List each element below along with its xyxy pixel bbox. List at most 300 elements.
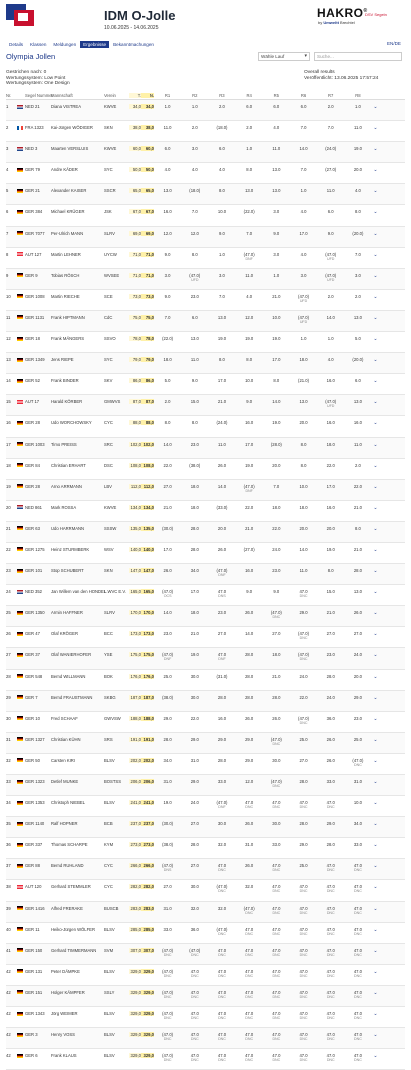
race-score-cell: 20.0: [217, 525, 227, 531]
club-cell: CdC: [104, 314, 113, 320]
rank-cell: 4: [6, 167, 9, 173]
total-points-cell: 170,0: [130, 610, 141, 616]
race-score-cell: 7.0: [191, 209, 198, 215]
race-score-cell: 30.0: [272, 757, 281, 763]
crew-name-cell: Per-Ulrich MANN: [51, 230, 84, 236]
table-row[interactable]: [6, 100, 405, 121]
table-row[interactable]: [6, 691, 405, 712]
race-score-cell: 10.0: [299, 483, 308, 489]
chevron-down-icon[interactable]: ⌄: [373, 209, 378, 216]
race-score-cell: (47.0) UFD: [325, 399, 337, 409]
rank-cell: 39: [6, 905, 11, 911]
race-score-cell: 1.0: [354, 104, 361, 109]
flag-icon: [17, 484, 25, 490]
rank-cell: 42: [6, 1032, 11, 1038]
crew-name-cell: Martin LEHNER: [51, 251, 81, 257]
table-row[interactable]: [6, 817, 405, 838]
table-row[interactable]: [6, 374, 405, 395]
chevron-down-icon[interactable]: ⌄: [373, 800, 378, 807]
race-score-cell: 47.0 DNC: [353, 1032, 362, 1042]
table-row[interactable]: [6, 880, 405, 901]
race-score-cell: 28.0: [190, 546, 199, 552]
flag-icon: [17, 906, 25, 912]
chevron-down-icon[interactable]: ⌄: [373, 378, 378, 385]
total-points-cell: 266,0: [130, 863, 141, 869]
race-score-cell: 8.0: [327, 568, 334, 574]
race-score-cell: 47.0 DNC: [272, 800, 281, 810]
net-points-cell: 237,0: [141, 821, 154, 826]
race-score-cell: 28.0: [217, 694, 227, 700]
sail-number-cell: NED 861: [25, 504, 42, 510]
table-row[interactable]: [6, 670, 405, 691]
race-score-cell: 47.0 DNC: [217, 1053, 227, 1063]
table-row[interactable]: [6, 311, 405, 332]
race-score-cell: 11.0: [163, 125, 172, 131]
total-points-cell: 65,0: [129, 188, 141, 193]
race-score-cell: 3.0: [273, 251, 280, 257]
nav-item-details[interactable]: Details: [9, 42, 24, 47]
race-score-cell: (22.0): [162, 336, 174, 342]
table-row[interactable]: [6, 438, 405, 459]
table-row[interactable]: [6, 522, 405, 543]
crew-name-cell: Bernd WILLMANN: [51, 673, 86, 679]
rank-cell: 27: [6, 652, 11, 658]
chevron-down-icon[interactable]: ⌄: [373, 146, 378, 153]
table-row[interactable]: [6, 838, 405, 859]
race-score-cell: 1.0: [164, 104, 171, 109]
race-score-cell: 23.0: [353, 715, 362, 721]
club-cell: WSV: [104, 546, 114, 552]
event-logo-icon[interactable]: [6, 4, 34, 30]
rank-cell: 42: [6, 989, 11, 995]
race-score-cell: 32.0: [217, 842, 227, 848]
table-row[interactable]: [6, 775, 405, 796]
race-score-cell: 29.0: [299, 842, 308, 848]
flag-icon: [17, 420, 25, 426]
race-score-cell: 47.0 DNC: [326, 863, 335, 873]
race-score-cell: 7.0: [273, 483, 280, 489]
table-row[interactable]: [6, 733, 405, 754]
race-score-cell: 47.0 DNC: [272, 1011, 281, 1021]
chevron-down-icon[interactable]: ⌄: [373, 104, 378, 110]
race-score-cell: (31.0): [216, 673, 228, 679]
sail-number-cell: GER 28: [25, 420, 40, 426]
race-score-cell: 21.0: [217, 399, 227, 405]
race-score-cell: 19.0: [163, 800, 172, 806]
crew-name-cell: Andre KÄDER: [51, 167, 78, 173]
crew-name-cell: Christian KÜHN: [51, 736, 81, 742]
club-cell: SCE: [104, 293, 113, 299]
net-points-cell: 140,0: [141, 547, 154, 552]
chevron-down-icon[interactable]: ⌄: [373, 462, 378, 469]
chevron-down-icon[interactable]: ⌄: [373, 336, 378, 343]
sail-number-cell: AUT 127: [25, 251, 42, 257]
crew-name-cell: Christian ERHART: [51, 462, 86, 468]
flag-icon: [17, 315, 25, 321]
sail-number-cell: GER 7077: [25, 230, 45, 236]
table-row[interactable]: [6, 648, 405, 669]
table-row[interactable]: [6, 163, 405, 184]
race-score-cell: 27.0: [190, 821, 199, 827]
table-row[interactable]: [6, 269, 405, 290]
info-line: Wertungssystem: One Design: [6, 81, 70, 87]
chevron-down-icon[interactable]: ⌄: [373, 652, 378, 659]
chevron-down-icon[interactable]: ⌄: [373, 483, 378, 490]
race-score-cell: 3.0: [191, 146, 198, 152]
race-score-cell: 47.0 DNC: [272, 947, 281, 957]
race-score-cell: 47.0 DNC: [272, 1053, 281, 1063]
race-score-cell: 22.0: [163, 462, 172, 468]
table-row[interactable]: [6, 902, 405, 923]
nav-item-ergebnisse[interactable]: Ergebnisse: [80, 41, 109, 48]
chevron-down-icon[interactable]: ⌄: [373, 757, 378, 764]
chevron-down-icon[interactable]: ⌄: [373, 546, 378, 553]
race-score-cell: 32.0: [217, 905, 227, 911]
rank-cell: 33: [6, 779, 11, 784]
chevron-down-icon[interactable]: ⌄: [373, 736, 378, 743]
net-points-cell: 87,0: [141, 399, 154, 404]
rank-cell: 1: [6, 104, 9, 109]
chevron-down-icon[interactable]: ⌄: [373, 947, 378, 954]
race-score-cell: 47.0 DNC: [272, 1032, 281, 1042]
club-cell: SRC: [104, 441, 113, 447]
chevron-down-icon[interactable]: ⌄: [373, 905, 378, 912]
total-points-cell: 73,0: [129, 294, 141, 299]
total-points-cell: 147,0: [130, 568, 141, 574]
club-cell: BLSV: [104, 757, 115, 763]
race-score-cell: 2.0: [219, 104, 225, 109]
net-points-cell: 188,0: [141, 716, 154, 721]
race-score-cell: 47.0 DNC: [326, 1011, 335, 1021]
nav-item-meldungen[interactable]: Meldungen: [53, 42, 77, 47]
flag-icon: [17, 505, 25, 511]
race-score-cell: 2.0: [191, 125, 198, 131]
chevron-down-icon[interactable]: ⌄: [373, 1032, 378, 1039]
crew-name-cell: Thomas SCHARPE: [51, 842, 88, 848]
race-score-cell: 9.0: [164, 293, 171, 299]
chevron-down-icon[interactable]: ⌄: [373, 125, 378, 132]
flag-icon: [17, 463, 25, 469]
race-score-cell: 47.0 DNC: [217, 1032, 227, 1042]
rank-cell: 3: [6, 146, 9, 152]
race-score-cell: (30.0): [162, 821, 174, 827]
race-score-cell: 7.0: [219, 293, 225, 299]
race-score-cell: (18.0): [189, 188, 201, 194]
table-row[interactable]: [6, 1028, 405, 1049]
table-row[interactable]: [6, 712, 405, 733]
total-points-cell: 112,0: [130, 483, 141, 489]
race-score-cell: 47.0 DNC: [245, 1032, 254, 1042]
net-points-cell: 108,0: [141, 463, 154, 468]
table-row[interactable]: [6, 796, 405, 817]
crew-name-cell: Olaf KRÖGER: [51, 631, 78, 637]
chevron-down-icon[interactable]: ⌄: [373, 610, 378, 617]
chevron-down-icon[interactable]: ⌄: [373, 989, 378, 996]
race-score-cell: 17.0: [245, 441, 254, 447]
race-score-cell: 29.0: [245, 736, 254, 742]
race-score-cell: 6.0: [164, 146, 171, 152]
flag-icon: [17, 969, 25, 975]
race-score-cell: 24.0: [326, 694, 335, 700]
race-score-cell: 30.0: [190, 673, 199, 679]
race-score-cell: 29.0: [299, 610, 308, 616]
table-row[interactable]: [6, 205, 405, 226]
race-score-cell: 29.0: [353, 694, 362, 700]
race-score-cell: 16.0: [326, 420, 335, 426]
column-header: R1: [164, 93, 171, 98]
nav-item-bekanntmachungen[interactable]: Bekanntmachungen: [113, 42, 154, 47]
column-header: Segel Nummer: [25, 93, 53, 98]
crew-name-cell: Jörg WEIMER: [51, 1011, 78, 1017]
table-row[interactable]: [6, 923, 405, 944]
rank-cell: 21: [6, 525, 11, 531]
chevron-down-icon[interactable]: ⌄: [373, 441, 378, 448]
race-score-cell: 1.0: [300, 336, 307, 342]
crew-name-cell: Frank BINDER: [51, 378, 79, 384]
sail-number-cell: GER 1140: [25, 821, 45, 827]
race-score-cell: 22.0: [245, 504, 254, 510]
search-input[interactable]: Suche...: [314, 52, 402, 61]
chevron-down-icon[interactable]: ⌄: [373, 251, 378, 258]
race-score-cell: (47.0) DNC: [243, 905, 255, 915]
table-row[interactable]: [6, 290, 405, 311]
race-score-cell: 2.0: [246, 125, 253, 131]
race-score-cell: 28.0: [217, 757, 227, 763]
total-points-cell: 38,0: [129, 125, 141, 130]
race-score-cell: 20.0: [326, 525, 335, 531]
race-score-cell: 25.0: [163, 673, 172, 679]
rank-cell: 24: [6, 589, 11, 595]
table-row[interactable]: [6, 944, 405, 965]
chevron-down-icon[interactable]: ⌄: [373, 504, 378, 511]
chevron-down-icon[interactable]: ⌄: [373, 167, 378, 174]
chevron-down-icon[interactable]: ⌄: [373, 842, 378, 849]
race-score-cell: 47.0 DNC: [217, 863, 227, 873]
net-points-cell: 329,0: [141, 969, 154, 974]
chevron-down-icon[interactable]: ⌄: [373, 314, 378, 321]
publish-info: [304, 70, 378, 81]
race-score-cell: 29.0: [217, 736, 227, 742]
net-points-cell: 241,0: [141, 800, 154, 805]
nav-item-klassen[interactable]: Klassen: [30, 42, 47, 47]
chevron-down-icon[interactable]: ⌄: [373, 589, 378, 596]
net-points-cell: 173,0: [141, 631, 154, 636]
race-score-cell: 3.0: [219, 272, 225, 278]
sail-number-cell: GER 151: [25, 989, 43, 995]
race-score-cell: 2.0: [354, 462, 361, 468]
race-score-cell: (47.0) DNC: [162, 947, 174, 957]
club-cell: SSVO: [104, 336, 116, 342]
club-cell: CYC: [104, 863, 113, 869]
race-score-cell: 8.0: [164, 420, 171, 426]
race-select[interactable]: Wähle Lauf ▾: [258, 52, 310, 61]
chevron-down-icon[interactable]: ⌄: [373, 968, 378, 975]
chevron-down-icon[interactable]: ⌄: [373, 821, 378, 828]
race-score-cell: 47.0 DNC: [272, 989, 281, 999]
crew-name-cell: Holger KÄMPFER: [51, 989, 85, 995]
race-score-cell: 31.0: [353, 779, 362, 784]
table-row[interactable]: [6, 332, 405, 353]
rank-cell: 20: [6, 504, 11, 510]
chevron-down-icon[interactable]: ⌄: [373, 673, 378, 680]
sponsor-right-logo[interactable]: DSV Segeln: [365, 12, 387, 17]
club-cell: SYC: [104, 167, 113, 173]
race-score-cell: 5.0: [354, 336, 361, 342]
race-score-cell: (20.0): [352, 357, 364, 363]
rank-cell: 42: [6, 1011, 11, 1017]
race-score-cell: 18.0: [272, 652, 281, 658]
table-row[interactable]: [6, 965, 405, 986]
race-score-cell: 28.0: [272, 694, 281, 700]
race-score-cell: 6.0: [300, 104, 307, 109]
chevron-down-icon[interactable]: ⌄: [373, 884, 378, 891]
table-row[interactable]: [6, 142, 405, 163]
rank-cell: 36: [6, 842, 11, 848]
race-score-cell: 11.0: [245, 272, 254, 278]
race-score-cell: 4.0: [300, 209, 307, 215]
table-row[interactable]: [6, 480, 405, 501]
table-row[interactable]: [6, 564, 405, 585]
chevron-down-icon[interactable]: ⌄: [373, 525, 378, 532]
column-header: R2: [192, 93, 198, 98]
table-row[interactable]: [6, 184, 405, 205]
table-row[interactable]: [6, 1007, 405, 1028]
flag-icon: [17, 209, 25, 215]
race-score-cell: 17.0: [326, 483, 335, 489]
sail-number-cell: GER 7: [25, 694, 38, 700]
chevron-down-icon[interactable]: ⌄: [373, 420, 378, 427]
chevron-down-icon[interactable]: ⌄: [373, 399, 378, 406]
chevron-down-icon[interactable]: ⌄: [373, 1053, 378, 1060]
race-score-cell: 6.0: [327, 209, 334, 215]
table-row[interactable]: [6, 353, 405, 374]
table-row[interactable]: [6, 585, 405, 606]
total-points-cell: 67,0: [129, 209, 141, 214]
chevron-down-icon[interactable]: ⌄: [373, 863, 378, 870]
club-cell: BCC: [104, 631, 113, 637]
sponsor-logo[interactable]: HAKRO®: [317, 6, 368, 20]
flag-icon: [17, 695, 25, 701]
race-score-cell: (47.0) DNF: [243, 251, 255, 261]
rank-cell: 5: [6, 188, 9, 194]
race-score-cell: (24.0): [325, 146, 337, 152]
sail-number-cell: GER 1327: [25, 736, 45, 742]
net-points-cell: 191,0: [141, 737, 154, 742]
total-points-cell: 329,0: [130, 989, 141, 995]
sail-number-cell: GER 11: [25, 926, 40, 932]
race-score-cell: 4.0: [273, 125, 280, 131]
race-score-cell: 47.0 DNC: [326, 1032, 335, 1042]
chevron-down-icon[interactable]: ⌄: [373, 293, 378, 300]
race-score-cell: 10.0: [217, 209, 227, 215]
chevron-down-icon[interactable]: ⌄: [373, 357, 378, 364]
race-score-cell: 18.0: [272, 504, 281, 510]
table-row[interactable]: [6, 459, 405, 480]
race-score-cell: 9.0: [219, 230, 225, 236]
race-score-cell: 2.0: [327, 293, 334, 299]
race-score-cell: 47.0 DNC: [245, 989, 254, 999]
table-row[interactable]: [6, 1049, 405, 1070]
race-score-cell: 34.0: [190, 568, 199, 574]
rank-cell: 42: [6, 968, 11, 974]
race-score-cell: 2.0: [354, 293, 361, 299]
race-score-cell: (47.0) DNF: [216, 568, 228, 578]
race-score-cell: 26.0: [217, 546, 227, 552]
race-score-cell: 19.0: [353, 146, 362, 152]
total-points-cell: 206,0: [130, 779, 141, 784]
rank-cell: 28: [6, 673, 11, 679]
race-score-cell: 8.0: [191, 420, 198, 426]
club-cell: SVM: [104, 947, 114, 953]
race-score-cell: (47.0) DNC: [298, 715, 309, 725]
race-score-cell: 13.0: [353, 314, 362, 320]
net-points-cell: 67,0: [141, 209, 154, 214]
info-line: Wertungssystem: Low Point: [6, 75, 66, 81]
race-score-cell: 47.0 DNC: [245, 1011, 254, 1021]
chevron-down-icon[interactable]: ⌄: [373, 926, 378, 933]
table-row[interactable]: [6, 627, 405, 648]
total-points-cell: 79,0: [129, 357, 141, 362]
table-row[interactable]: [6, 606, 405, 627]
race-score-cell: 19.0: [272, 336, 281, 342]
chevron-down-icon[interactable]: ⌄: [373, 631, 378, 638]
net-points-cell: 69,0: [141, 231, 154, 236]
crew-name-cell: Michael KRÜGER: [51, 209, 85, 215]
net-points-cell: 75,0: [141, 315, 154, 320]
table-row[interactable]: [6, 248, 405, 269]
table-row[interactable]: [6, 754, 405, 775]
table-row[interactable]: [6, 501, 405, 522]
race-score-cell: 32.0: [190, 905, 199, 911]
total-points-cell: 202,0: [130, 757, 141, 763]
race-score-cell: 17.0: [163, 546, 172, 552]
chevron-down-icon[interactable]: ⌄: [373, 1011, 378, 1018]
crew-name-cell: Carsten KIRI: [51, 757, 75, 763]
flag-icon: [17, 800, 25, 806]
race-score-cell: 16.0: [217, 715, 227, 721]
chevron-down-icon[interactable]: ⌄: [373, 272, 378, 279]
table-row[interactable]: [6, 543, 405, 564]
chevron-down-icon[interactable]: ⌄: [373, 188, 378, 195]
chevron-down-icon[interactable]: ⌄: [373, 694, 378, 701]
race-score-cell: (22.0): [243, 209, 255, 215]
table-row[interactable]: [6, 859, 405, 880]
race-score-cell: 29.0: [190, 779, 199, 784]
club-cell: BLSV: [104, 968, 115, 974]
table-row[interactable]: [6, 395, 405, 416]
race-score-cell: 14.0: [272, 399, 281, 405]
sail-number-cell: GER 63: [25, 525, 40, 531]
flag-icon: [17, 1011, 25, 1017]
table-row[interactable]: [6, 121, 405, 142]
sail-number-cell: NED 21: [25, 104, 40, 109]
race-score-cell: 36.0: [190, 926, 199, 932]
chevron-down-icon[interactable]: ⌄: [373, 230, 378, 237]
chevron-down-icon[interactable]: ⌄: [373, 779, 378, 785]
race-score-cell: 4.0: [164, 167, 171, 173]
chevron-down-icon[interactable]: ⌄: [373, 568, 378, 575]
race-score-cell: (47.0) DNC: [216, 884, 228, 894]
race-score-cell: 18.0: [190, 504, 199, 510]
table-row[interactable]: [6, 416, 405, 437]
rank-cell: 7: [6, 230, 9, 236]
table-row[interactable]: [6, 227, 405, 248]
table-row[interactable]: [6, 986, 405, 1007]
chevron-down-icon[interactable]: ⌄: [373, 715, 378, 722]
race-score-cell: 47.0 DNC: [299, 1011, 308, 1021]
sail-number-cell: GER 1323: [25, 779, 45, 784]
language-link[interactable]: EN/DE: [386, 41, 401, 46]
